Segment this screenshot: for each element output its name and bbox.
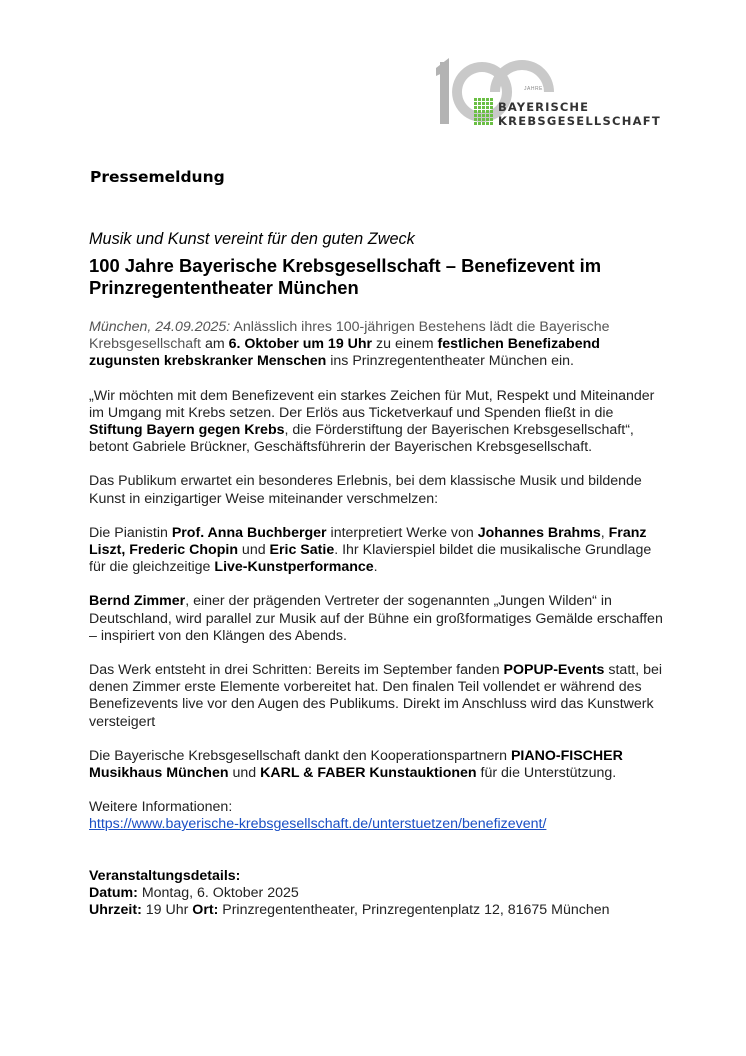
info-label: Weitere Informationen:	[89, 799, 233, 816]
logo-text-line1: BAYERISCHE	[498, 100, 590, 114]
text: interpretiert Werke von	[326, 524, 478, 541]
paragraph-audience: Das Publikum erwartet ein besonderes Erlebnis, bei dem klassische Musik und bildende Kunst in einzigartiger Weise miteinander verschmelzen:	[89, 473, 642, 507]
time-label: Uhrzeit:	[89, 902, 142, 919]
article	[89, 228, 669, 919]
logo-text-line2: KREBSGESELLSCHAFT	[498, 114, 661, 128]
logo	[434, 52, 661, 136]
text: Die Pianistin	[89, 524, 172, 541]
paragraph-intro	[89, 319, 669, 371]
highlight: POPUP-Events	[503, 662, 605, 679]
text: und	[237, 542, 270, 559]
highlight: festlichen Benefizabend zugunsten krebskranker Menschen	[89, 336, 600, 370]
paragraph-pianist	[89, 525, 669, 577]
details-date	[89, 885, 669, 902]
text: zu einem	[372, 336, 438, 353]
text: statt, bei denen Zimmer erste Elemente vorbereitet hat. Den finalen Teil vollendet er während des Benefizevents live vor den Augen des Publikums. Direkt im Anschluss wird das Kunstwerk versteigert	[89, 662, 663, 730]
place-label: Ort:	[192, 902, 219, 919]
date-value: Montag, 6. Oktober 2025	[137, 884, 299, 901]
text: „Wir möchten mit dem Benefizevent ein starkes Zeichen für Mut, Respekt und Miteinander im Umgang mit Krebs setzen. Der Erlös aus Ticketverkauf und Spenden fließt in die	[89, 387, 655, 421]
press-release-label: Pressemeldung	[90, 168, 225, 186]
logo-jahre: JAHRE	[524, 86, 543, 92]
text: , einer der prägenden Vertreter der sogenannten „Jungen Wilden“ in Deutschland, wird parallel zur Musik auf der Bühne ein großformatiges Gemälde erschaffen – inspiriert von den Klängen des Abends.	[89, 593, 663, 644]
highlight: PIANO-FISCHER Musikhaus München	[89, 747, 623, 782]
highlight: Johannes Brahms	[477, 524, 601, 541]
highlight: Eric Satie	[269, 542, 335, 559]
highlight: Live-Kunstperformance	[214, 559, 374, 576]
date-label: Datum:	[89, 884, 138, 901]
paragraph-steps	[89, 662, 669, 731]
dateline: München, 24.09.2025:	[89, 319, 231, 335]
paragraph-quote	[89, 388, 669, 457]
text: Das Werk entsteht in drei Schritten: Bereits im September fanden	[89, 662, 504, 679]
details-heading: Veranstaltungsdetails:	[89, 867, 241, 884]
highlight: KARL & FABER Kunstauktionen	[260, 765, 477, 782]
text: ins Prinzregententheater München ein.	[326, 353, 574, 370]
text: am	[204, 336, 229, 353]
paragraph-partners	[89, 748, 669, 782]
text: und	[228, 765, 261, 782]
highlight: Stiftung Bayern gegen Krebs	[89, 422, 285, 439]
text: Anlässlich ihres 100-jährigen Bestehens lädt die Bayerische Krebsgesellschaft	[89, 319, 610, 353]
time-value: 19 Uhr	[141, 902, 193, 919]
text: . Ihr Klavierspiel bildet die musikalische Grundlage für die gleichzeitige	[89, 542, 652, 576]
text: Die Bayerische Krebsgesellschaft dankt den Kooperationspartnern	[89, 747, 511, 764]
text: ,	[600, 524, 609, 541]
highlight: Bernd Zimmer	[89, 593, 186, 610]
place-value: Prinzregententheater, Prinzregentenplatz 12, 81675 München	[218, 902, 610, 919]
text: , die Förderstiftung der Bayerischen Krebsgesellschaft“, betont Gabriele Brückner, Geschäftsführerin der Bayerischen Krebsgesellschaft.	[89, 422, 634, 456]
headline: 100 Jahre Bayerische Krebsgesellschaft – Benefizevent im Prinzregententheater München	[89, 255, 602, 298]
text: für die Unterstützung.	[476, 765, 617, 782]
paragraph-artist	[89, 593, 669, 645]
highlight: Prof. Anna Buchberger	[171, 524, 327, 541]
info-link-line	[89, 816, 669, 833]
event-date: 6. Oktober um 19 Uhr	[228, 336, 373, 353]
highlight: Franz Liszt, Frederic Chopin	[89, 524, 647, 559]
text: .	[373, 559, 378, 576]
info-link[interactable]: https://www.bayerische-krebsgesellschaft.de/unterstuetzen/benefizevent/	[89, 816, 547, 833]
details-time-place	[89, 902, 669, 919]
subtitle: Musik und Kunst vereint für den guten Zweck	[89, 230, 415, 248]
